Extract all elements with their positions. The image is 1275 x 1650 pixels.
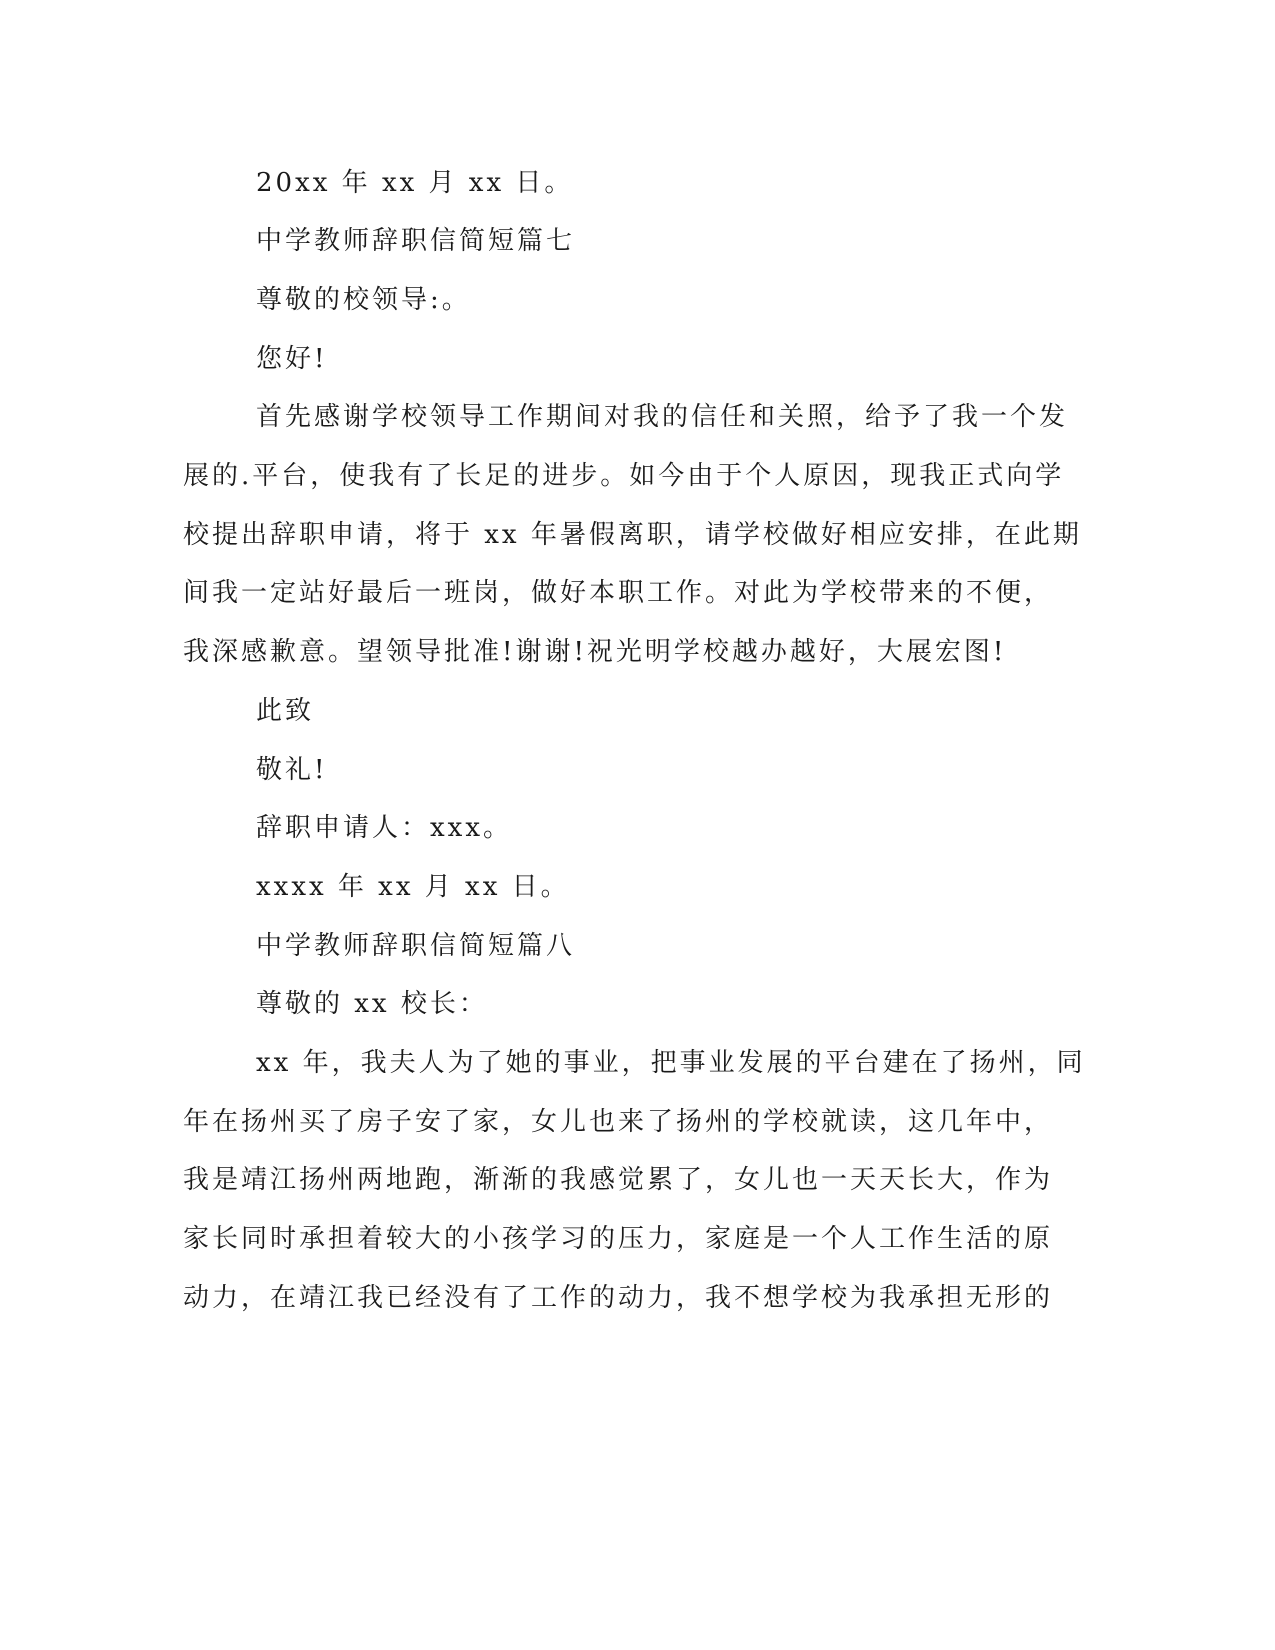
section-heading-7: 中学教师辞职信简短篇七 (256, 226, 576, 256)
date-line: xxxx 年 xx 月 xx 日。 (256, 872, 570, 902)
body-paragraph-line: 校提出辞职申请，将于 xx 年暑假离职，请学校做好相应安排，在此期 (183, 520, 1082, 550)
body-paragraph-line: xx 年，我夫人为了她的事业，把事业发展的平台建在了扬州，同 (256, 1048, 1086, 1078)
date-line: 20xx 年 xx 月 xx 日。 (256, 168, 574, 198)
body-paragraph-line: 展的.平台，使我有了长足的进步。如今由于个人原因，现我正式向学 (183, 461, 1065, 491)
closing: 此致 (256, 696, 315, 726)
section-heading-8: 中学教师辞职信简短篇八 (256, 931, 576, 961)
body-paragraph-line: 家长同时承担着较大的小孩学习的压力，家庭是一个人工作生活的原 (183, 1224, 1054, 1254)
salutation: 尊敬的校领导:。 (256, 285, 471, 315)
body-paragraph-line: 我是靖江扬州两地跑，渐渐的我感觉累了，女儿也一天天长大，作为 (183, 1165, 1054, 1195)
body-paragraph-line: 首先感谢学校领导工作期间对我的信任和关照，给予了我一个发 (256, 402, 1069, 432)
salutation: 尊敬的 xx 校长： (256, 989, 488, 1019)
body-paragraph-line: 间我一定站好最后一班岗，做好本职工作。对此为学校带来的不便， (183, 578, 1054, 608)
greeting: 您好! (256, 344, 328, 374)
signature-line: 辞职申请人：xxx。 (256, 813, 512, 843)
closing-salute: 敬礼! (256, 755, 328, 785)
body-paragraph-line: 我深感歉意。望领导批准!谢谢!祝光明学校越办越好，大展宏图! (183, 637, 1007, 667)
body-paragraph-line: 年在扬州买了房子安了家，女儿也来了扬州的学校就读，这几年中， (183, 1107, 1054, 1137)
body-paragraph-line: 动力，在靖江我已经没有了工作的动力，我不想学校为我承担无形的 (183, 1283, 1054, 1313)
